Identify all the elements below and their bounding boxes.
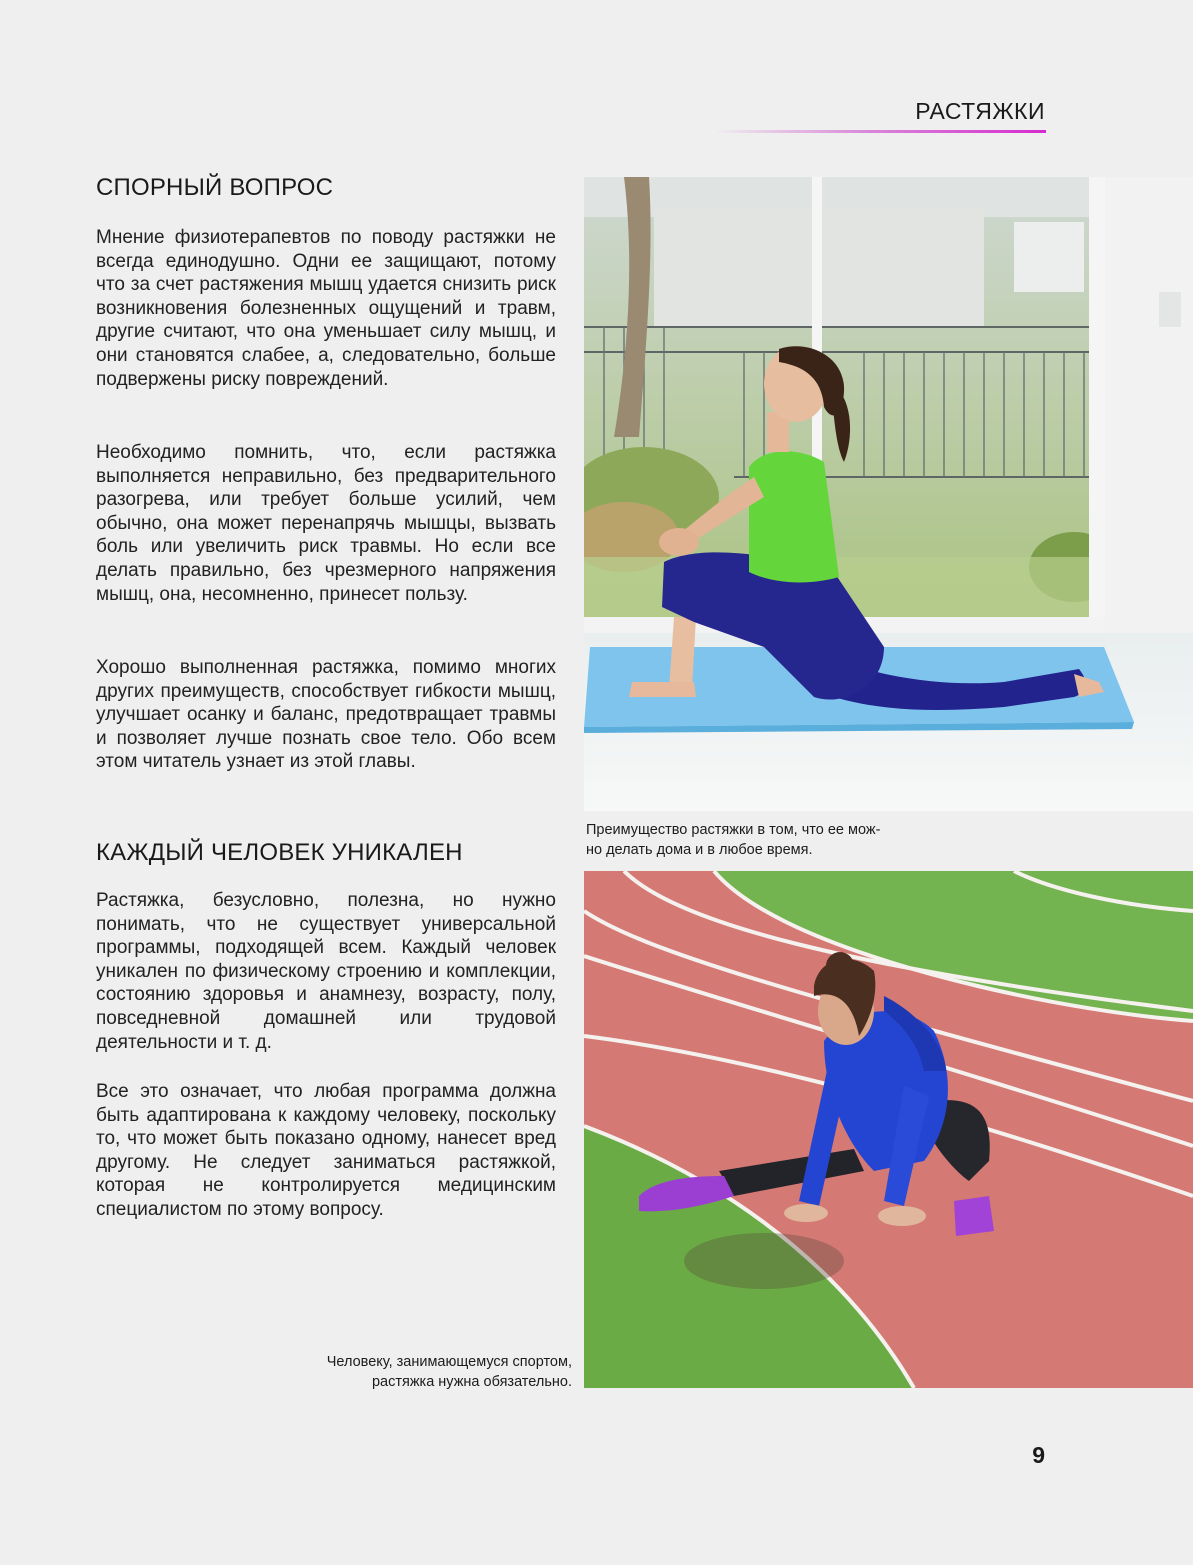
paragraph: [96, 656, 556, 774]
paragraph: [96, 889, 556, 1054]
figure-caption: [300, 1352, 572, 1392]
header-gradient-rule: [715, 130, 1046, 133]
paragraph-text: Необходимо помнить, что, если растяжка выполняется неправильно, без предварительного разогрева, или требует больше усилий, чем обычно, она может перенапрячь мышцы, вызвать боль или увеличить риск травмы. Но если все делать правильно, без чрезмерного напряжения мышц, она, несомненно, принесет пользу.: [96, 442, 556, 605]
section-title: КАЖДЫЙ ЧЕЛОВЕК УНИКАЛЕН: [96, 839, 463, 866]
figure-caption: [586, 820, 880, 860]
paragraph: [96, 1080, 556, 1222]
paragraph-text: Хорошо выполненная растяжка, помимо многих других преимуществ, способствует гибкости мышц, улучшает осанку и баланс, предотвращает травмы и позволяет лучше познать свое тело. Обо всем этом читатель узнает из этой главы.: [96, 657, 556, 773]
page-number: 9: [1032, 1442, 1045, 1468]
photo-indoor-lunge: [584, 177, 1193, 811]
photo-track-stretch: [584, 871, 1193, 1388]
paragraph-text: Все это означает, что любая программа должна быть адаптирована к каждому человеку, поскольку то, что может быть показано одному, нанесет вред другому. Не следует заниматься растяжкой, которая не контролируется медицинским специалистом по этому вопросу.: [96, 1081, 556, 1220]
photo-indoor-lunge-illustration: [584, 177, 1193, 811]
caption-line: но делать дома и в любое время.: [586, 842, 813, 858]
running-title: РАСТЯЖКИ: [915, 98, 1045, 124]
section-title: СПОРНЫЙ ВОПРОС: [96, 174, 334, 201]
caption-line: растяжка нужна обязательно.: [371, 1374, 572, 1390]
photo-track-stretch-illustration: [584, 871, 1193, 1388]
section-unique: [96, 839, 556, 867]
paragraph-text: Мнение физиотерапевтов по поводу растяжки не всегда единодушно. Одни ее защищают, потому что за счет растяжения мышц удается снизить риск возникновения болезненных ощущений и травм, другие считают, что она уменьшает силу мышц, и они становятся слабее, а, следовательно, больше подвержены риску повреждений.: [96, 227, 556, 390]
paragraph-text: Растяжка, безусловно, полезна, но нужно понимать, что не существует универсальной программы, подходящей всем. Каждый человек уникален по физическому строению и комплекции, состоянию здоровья и анамнезу, возрасту, полу, повседневной домашней или трудовой деятельности и т. д.: [96, 890, 556, 1053]
section-controversy: [96, 174, 556, 202]
paragraph: [96, 441, 556, 606]
caption-line: Человеку, занимающемуся спортом,: [326, 1354, 572, 1370]
caption-line: Преимущество растяжки в том, что ее мож-: [586, 822, 881, 838]
paragraph: [96, 226, 556, 391]
